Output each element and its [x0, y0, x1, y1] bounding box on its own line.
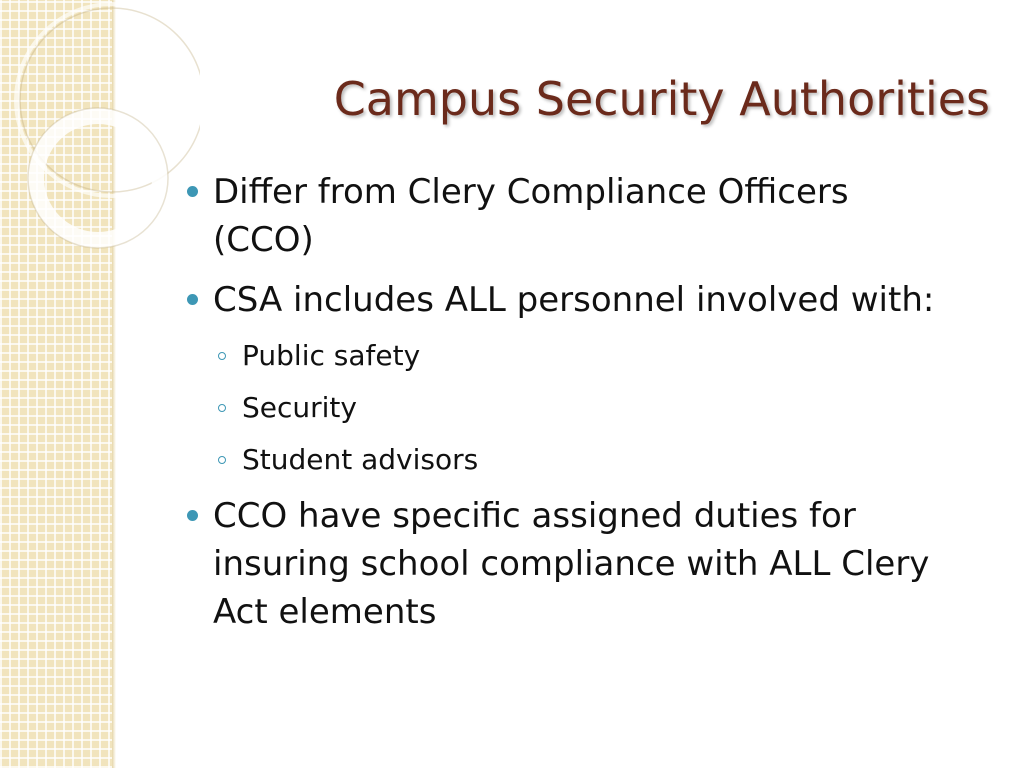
- hollow-ring-bullet-icon: [218, 404, 226, 412]
- hollow-ring-bullet-icon: [218, 456, 226, 464]
- slide-title: Campus Security Authorities: [333, 72, 990, 126]
- sub-bullet-item: [186, 388, 946, 428]
- hollow-ring-bullet-icon: [218, 352, 226, 360]
- bullet-text: CCO have specific assigned duties for insuring school compliance with ALL Clery Act elements: [213, 496, 930, 632]
- filled-circle-bullet-icon: [187, 510, 198, 521]
- sub-bullet-group: [186, 336, 946, 480]
- sub-bullet-text: Student advisors: [242, 443, 479, 476]
- filled-circle-bullet-icon: [187, 186, 198, 197]
- sub-bullet-text: Security: [242, 391, 357, 424]
- bullet-text: Differ from Clery Compliance Officers (CCO): [213, 172, 849, 260]
- sub-bullet-list: [186, 336, 946, 480]
- sub-bullet-item: [186, 336, 946, 376]
- bullet-text: CSA includes ALL personnel involved with:: [213, 280, 935, 320]
- bullet-item: [186, 276, 946, 324]
- bullet-item: [186, 492, 946, 636]
- bullet-list: [186, 168, 946, 648]
- sub-bullet-text: Public safety: [242, 339, 421, 372]
- filled-circle-bullet-icon: [187, 294, 198, 305]
- sub-bullet-item: [186, 440, 946, 480]
- bullet-item: [186, 168, 946, 264]
- decorative-rings-icon: [0, 0, 200, 260]
